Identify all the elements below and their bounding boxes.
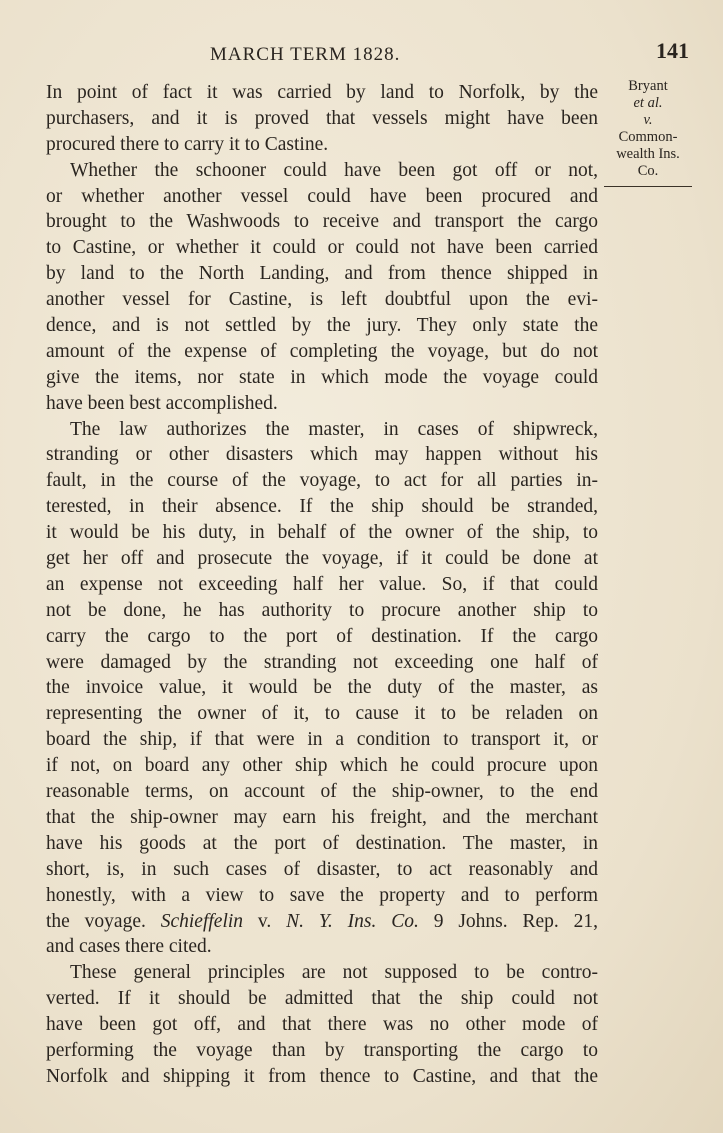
text-line: amount of the expense of completing the voyage, but do not xyxy=(46,340,598,362)
text-line: an expense not exceeding half her value. So, if that could xyxy=(46,573,598,595)
text-line: and cases there cited. xyxy=(46,936,212,958)
text-line: it would be his duty, in behalf of the owner of the ship, to xyxy=(46,522,598,544)
text-line: reasonable terms, on account of the ship-owner, to the end xyxy=(46,781,598,803)
text-line: verted. If it should be admitted that the ship could not xyxy=(46,988,598,1010)
text-line: performing the voyage than by transporting the cargo to xyxy=(46,1039,598,1061)
caption-line: v. xyxy=(643,112,653,128)
caption-line: Common- xyxy=(618,129,678,145)
citation-text: the voyage. xyxy=(46,910,161,932)
text-line: honestly, with a view to save the property and to perform xyxy=(46,884,598,906)
text-line: not be done, he has authority to procure another ship to xyxy=(46,599,598,621)
text-line: representing the owner of it, to cause it to be reladen on xyxy=(46,703,598,725)
text-line: get her off and prosecute the voyage, if it could be done at xyxy=(46,548,598,570)
running-head: MARCH TERM 1828. xyxy=(210,44,401,65)
text-line: board the ship, if that were in a condition to transport it, or xyxy=(46,729,598,751)
text-line: terested, in their absence. If the ship should be stranded, xyxy=(46,496,598,518)
text-line: have his goods at the port of destination. The master, in xyxy=(46,832,598,854)
text-line: Norfolk and shipping it from thence to Castine, and that the xyxy=(46,1065,598,1087)
text-line: were damaged by the stranding not exceeding one half of xyxy=(46,651,598,673)
body-text xyxy=(46,80,598,1090)
text-line: if not, on board any other ship which he could procure upon xyxy=(46,755,598,777)
page-number: 141 xyxy=(656,38,689,63)
citation-text: v. xyxy=(243,910,287,932)
text-line: carry the cargo to the port of destination. If the cargo xyxy=(46,625,598,647)
text-line: give the items, nor state in which mode the voyage could xyxy=(46,366,598,388)
text-line: have been got off, and that there was no other mode of xyxy=(46,1014,598,1036)
text-line: to Castine, or whether it could or could not have been carried xyxy=(46,237,598,259)
text-line: brought to the Washwoods to receive and transport the cargo xyxy=(46,211,598,233)
caption-line: et al. xyxy=(633,95,663,111)
caption-line: wealth Ins. xyxy=(616,146,680,162)
citation-line xyxy=(46,909,598,935)
text-line: another vessel for Castine, is left doubtful upon the evi- xyxy=(46,289,598,311)
text-line: purchasers, and it is proved that vessels might have been xyxy=(46,107,598,129)
text-line: fault, in the course of the voyage, to act for all parties in- xyxy=(46,470,598,492)
case-name: Schieffelin xyxy=(160,910,244,932)
text-line: by land to the North Landing, and from thence shipped in xyxy=(46,263,598,285)
text-line: that the ship-owner may earn his freight, and the merchant xyxy=(46,806,598,828)
text-line: short, is, in such cases of disaster, to act reasonably and xyxy=(46,858,598,880)
case-name: N. Y. Ins. Co. xyxy=(286,910,419,932)
text-line: dence, and is not settled by the jury. They only state the xyxy=(46,315,598,337)
case-caption xyxy=(604,78,692,187)
text-line: The law authorizes the master, in cases of shipwreck, xyxy=(70,418,598,440)
text-line: have been best accomplished. xyxy=(46,392,278,414)
caption-line: Co. xyxy=(637,163,659,179)
text-line: procured there to carry it to Castine. xyxy=(46,133,329,155)
text-line: or whether another vessel could have been procured and xyxy=(46,185,598,207)
text-line: the invoice value, it would be the duty of the master, as xyxy=(46,677,598,699)
text-line: Whether the schooner could have been got off or not, xyxy=(70,159,598,181)
text-line: These general principles are not supposed to be contro- xyxy=(70,962,598,984)
citation-text: 9 Johns. Rep. 21, xyxy=(418,910,599,932)
text-line: stranding or other disasters which may happen without his xyxy=(46,444,598,466)
caption-line: Bryant xyxy=(628,78,668,94)
text-line: In point of fact it was carried by land to Norfolk, by the xyxy=(46,82,598,103)
